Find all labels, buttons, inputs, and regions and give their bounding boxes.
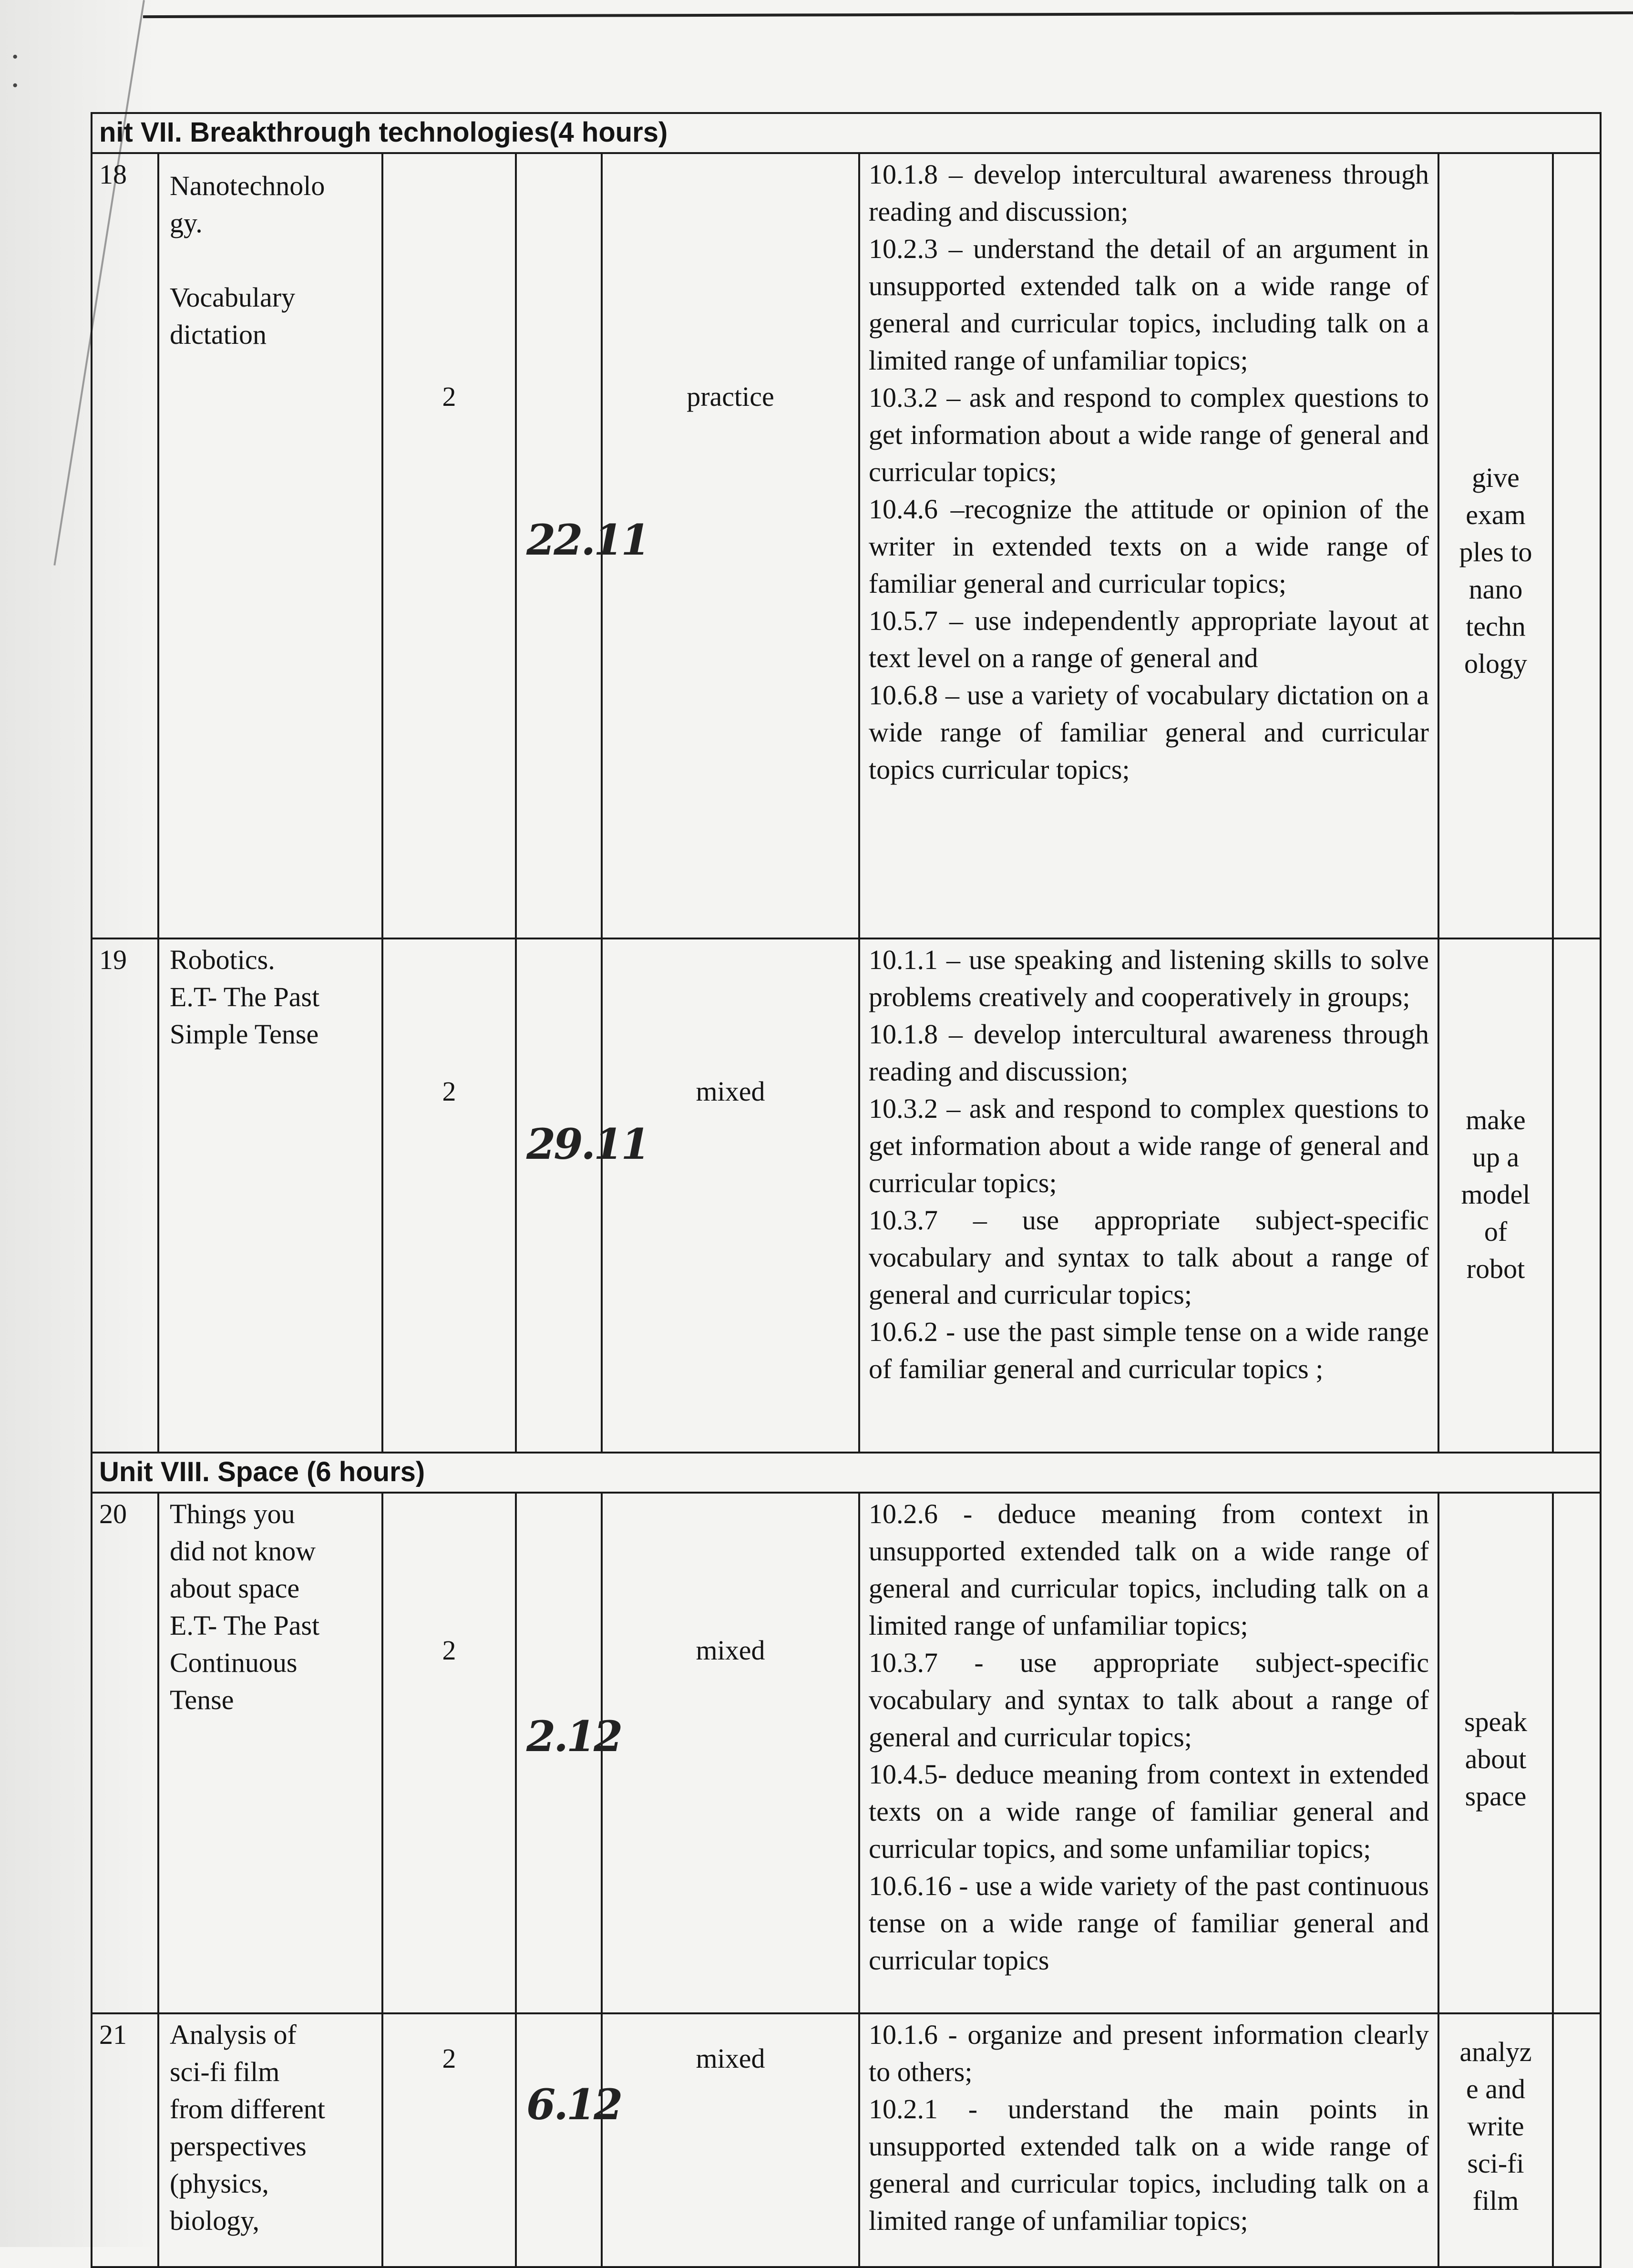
lesson-topic xyxy=(158,938,382,1453)
task-line: ples to xyxy=(1459,536,1532,567)
lesson-type-value: practice xyxy=(687,381,774,412)
topic-line: E.T- The Past xyxy=(170,981,320,1012)
handwritten-date: 22.11 xyxy=(526,515,648,565)
learning-objectives xyxy=(859,2013,1438,2267)
hours-value: 2 xyxy=(442,2043,456,2074)
empty-cell xyxy=(1553,153,1601,938)
task-line: give xyxy=(1472,462,1520,493)
learning-objectives xyxy=(859,153,1438,938)
handwritten-date: 6.12 xyxy=(526,2080,621,2129)
objective: 10.1.1 – use speaking and listening skills to solve problems creatively and cooperatively in groups; xyxy=(869,944,1429,1012)
lesson-row xyxy=(92,2013,1601,2267)
objective: 10.3.2 – ask and respond to complex questions to get information about a wide range of general and curricular topics; xyxy=(869,382,1429,487)
lesson-date xyxy=(516,938,648,1453)
objective: 10.1.6 - organize and present information clearly to others; xyxy=(869,2019,1429,2087)
lesson-topic xyxy=(158,1493,382,2013)
objective: 10.3.7 – use appropriate subject-specific vocabulary and syntax to talk about a range of general and curricular topics; xyxy=(869,1205,1429,1310)
task-line: film xyxy=(1472,2185,1519,2216)
unit-heading-row xyxy=(92,113,1601,153)
task-line: of xyxy=(1484,1216,1508,1247)
topic-line: Simple Tense xyxy=(170,1019,319,1050)
objective: 10.6.8 – use a variety of vocabulary dictation on a wide range of familiar general and curricular topics curricular topics; xyxy=(869,680,1429,785)
topic-line: sci-fi film xyxy=(170,2056,280,2087)
lesson-type-value: mixed xyxy=(696,1076,765,1107)
objective: 10.6.16 - use a wide variety of the past continuous tense on a wide range of familiar general and curricular topics xyxy=(869,1870,1429,1976)
lesson-plan-table xyxy=(91,112,1602,2268)
topic-line: Tense xyxy=(170,1684,234,1715)
lesson-number: 21 xyxy=(92,2013,158,2267)
task-line: space xyxy=(1465,1781,1527,1812)
lesson-task xyxy=(1438,153,1553,938)
lesson-hours xyxy=(382,938,516,1453)
task-line: speak xyxy=(1464,1706,1528,1737)
lesson-task xyxy=(1438,1493,1553,2013)
objective: 10.3.7 - use appropriate subject-specific vocabulary and syntax to talk about a range of general and curricular topics; xyxy=(869,1647,1429,1753)
lesson-type xyxy=(602,1493,859,2013)
lesson-number: 20 xyxy=(92,1493,158,2013)
learning-objectives xyxy=(859,1493,1438,2013)
empty-cell xyxy=(1553,938,1601,1453)
topic-line: Robotics. xyxy=(170,944,275,975)
lesson-row xyxy=(92,153,1601,938)
task-line: nano xyxy=(1469,574,1523,605)
topic-line: E.T- The Past xyxy=(170,1610,320,1641)
scan-speck: · xyxy=(10,39,21,75)
task-line: make xyxy=(1466,1104,1526,1135)
objective: 10.4.6 –recognize the attitude or opinion of the writer in extended texts on a wide range of familiar general and curricular topics; xyxy=(869,494,1429,599)
topic-line: Analysis of xyxy=(170,2019,297,2050)
topic-line: from different xyxy=(170,2093,325,2124)
topic-line: perspectives xyxy=(170,2131,307,2162)
lesson-date xyxy=(516,1493,621,2013)
lesson-task xyxy=(1438,938,1553,1453)
lesson-hours xyxy=(382,153,516,938)
empty-cell xyxy=(1553,2013,1601,2267)
lesson-type-value: mixed xyxy=(696,2043,765,2074)
topic-line: Continuous xyxy=(170,1647,298,1678)
topic-line: about space xyxy=(170,1573,300,1604)
handwritten-date: 2.12 xyxy=(526,1711,621,1761)
task-line: techn xyxy=(1466,611,1526,642)
lesson-topic xyxy=(158,153,382,938)
task-line: robot xyxy=(1466,1253,1525,1284)
task-line: up a xyxy=(1472,1142,1520,1173)
lesson-type xyxy=(602,938,859,1453)
hours-value: 2 xyxy=(442,1635,456,1666)
objective: 10.4.5- deduce meaning from context in extended texts on a wide range of familiar general and curricular topics, and some unfamiliar topics; xyxy=(869,1759,1429,1864)
task-line: ology xyxy=(1464,648,1528,679)
topic-line: Nanotechnolo xyxy=(170,170,325,201)
lesson-hours xyxy=(382,2013,516,2267)
lesson-topic xyxy=(158,2013,382,2267)
empty-cell xyxy=(1553,1493,1601,2013)
task-line: analyz xyxy=(1459,2036,1532,2067)
objective: 10.6.2 - use the past simple tense on a wide range of familiar general and curricular topics ; xyxy=(869,1316,1429,1384)
lesson-task xyxy=(1438,2013,1553,2267)
hours-value: 2 xyxy=(442,1076,456,1107)
hours-value: 2 xyxy=(442,381,456,412)
topic-line: Vocabulary xyxy=(170,282,296,313)
lesson-row xyxy=(92,1493,1601,2013)
topic-line: (physics, xyxy=(170,2168,269,2199)
lesson-plan-table-container xyxy=(91,112,1600,2268)
topic-line: gy. xyxy=(170,207,203,238)
topic-line: Things you xyxy=(170,1498,295,1529)
lesson-type-value: mixed xyxy=(696,1635,765,1666)
learning-objectives xyxy=(859,938,1438,1453)
task-line: sci-fi xyxy=(1467,2148,1524,2179)
objective: 10.3.2 – ask and respond to complex questions to get information about a wide range of general and curricular topics; xyxy=(869,1093,1429,1198)
task-line: e and xyxy=(1466,2073,1525,2104)
top-border-line xyxy=(143,11,1633,18)
objective: 10.1.8 – develop intercultural awareness through reading and discussion; xyxy=(869,159,1429,227)
unit-title: nit VII. Breakthrough technologies(4 hours) xyxy=(92,113,1601,153)
lesson-hours xyxy=(382,1493,516,2013)
unit-title: Unit VIII. Space (6 hours) xyxy=(92,1453,1601,1493)
topic-line: did not know xyxy=(170,1536,316,1567)
lesson-number: 19 xyxy=(92,938,158,1453)
lesson-date xyxy=(516,153,648,938)
task-line: about xyxy=(1465,1743,1527,1774)
objective: 10.2.1 - understand the main points in unsupported extended talk on a wide range of general and curricular topics, including talk on a limited range of unfamiliar topics; xyxy=(869,2093,1429,2236)
lesson-number: 18 xyxy=(92,153,158,938)
lesson-row xyxy=(92,938,1601,1453)
task-line: exam xyxy=(1466,499,1526,530)
unit-heading-row xyxy=(92,1453,1601,1493)
topic-spacer xyxy=(170,242,371,279)
objective: 10.1.8 – develop intercultural awareness through reading and discussion; xyxy=(869,1019,1429,1087)
lesson-type xyxy=(602,2013,859,2267)
handwritten-date: 29.11 xyxy=(526,1119,648,1169)
topic-line: dictation xyxy=(170,319,267,350)
objective: 10.5.7 – use independently appropriate layout at text level on a range of general and xyxy=(869,605,1429,673)
lesson-date xyxy=(516,2013,621,2267)
topic-line: biology, xyxy=(170,2205,259,2236)
scan-speck: · xyxy=(10,67,21,104)
task-line: model xyxy=(1461,1179,1530,1210)
task-line: write xyxy=(1467,2111,1524,2142)
objective: 10.2.6 - deduce meaning from context in unsupported extended talk on a wide range of general and curricular topics, including talk on a limited range of unfamiliar topics; xyxy=(869,1498,1429,1641)
objective: 10.2.3 – understand the detail of an argument in unsupported extended talk on a wide range of general and curricular topics, including talk on a limited range of unfamiliar topics; xyxy=(869,233,1429,376)
